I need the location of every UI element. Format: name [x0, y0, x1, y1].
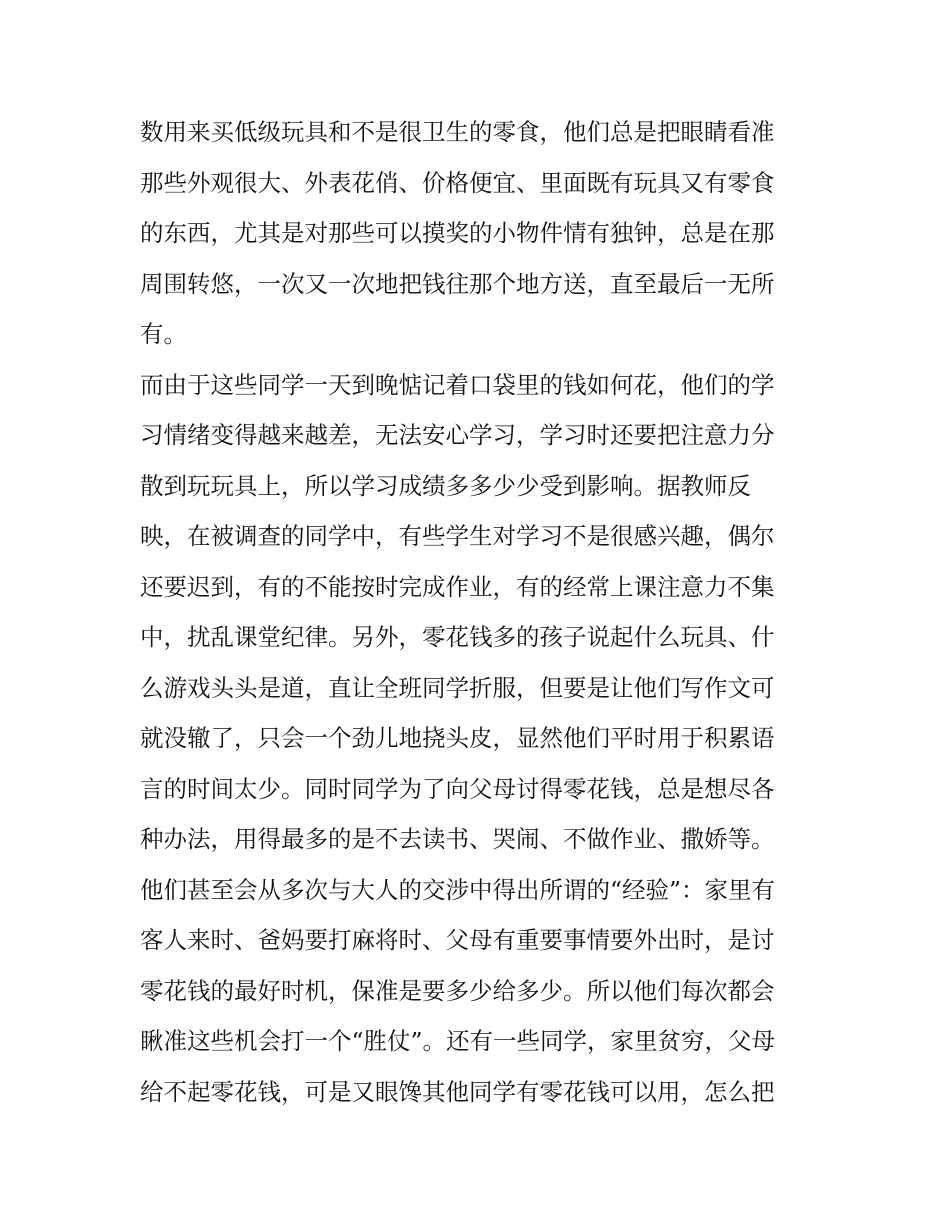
text-line: 么游戏头头是道，直让全班同学折服，但要是让他们写作文可 [140, 673, 775, 702]
text-line: 给不起零花钱，可是又眼馋其他同学有零花钱可以用，怎么把 [140, 1077, 775, 1106]
text-line: 种办法，用得最多的是不去读书、哭闹、不做作业、撒娇等。 [140, 825, 775, 853]
text-line: 映，在被调查的同学中，有些学生对学习不是很感兴趣，偶尔 [140, 522, 775, 550]
text-line: 习情绪变得越来越差，无法安心学习，学习时还要把注意力分 [140, 421, 775, 449]
text-line: 的东西，尤其是对那些可以摸奖的小物件情有独钟，总是在那 [140, 219, 775, 247]
body-text [140, 107, 820, 1117]
text-line: 还要迟到，有的不能按时完成作业，有的经常上课注意力不集 [140, 572, 775, 601]
text-line: 瞅准这些机会打一个“胜仗”。还有一些同学，家里贫穷，父母 [140, 1027, 776, 1055]
text-line: 客人来时、爸妈要打麻将时、父母有重要事情要外出时，是讨 [140, 926, 775, 954]
text-line: 散到玩玩具上，所以学习成绩多多少少受到影响。据教师反 [140, 471, 751, 500]
text-line: 就没辙了，只会一个劲儿地挠头皮，显然他们平时用于积累语 [140, 724, 775, 752]
text-line: 那些外观很大、外表花俏、价格便宜、里面既有玩具又有零食 [140, 168, 775, 197]
text-line: 有。 [140, 320, 187, 348]
text-line: 他们甚至会从多次与大人的交涉中得出所谓的“经验”：家里有 [140, 875, 776, 904]
text-line: 数用来买低级玩具和不是很卫生的零食，他们总是把眼睛看准 [140, 118, 775, 146]
text-line: 中，扰乱课堂纪律。另外，零花钱多的孩子说起什么玩具、什 [140, 623, 775, 651]
text-line: 言的时间太少。同时同学为了向父母讨得零花钱，总是想尽各 [140, 774, 775, 803]
text-line: 零花钱的最好时机，保准是要多少给多少。所以他们每次都会 [140, 976, 775, 1005]
text-line: 而由于这些同学一天到晚惦记着口袋里的钱如何花，他们的学 [140, 370, 775, 399]
text-line: 周围转悠，一次又一次地把钱往那个地方送，直至最后一无所 [140, 269, 775, 298]
